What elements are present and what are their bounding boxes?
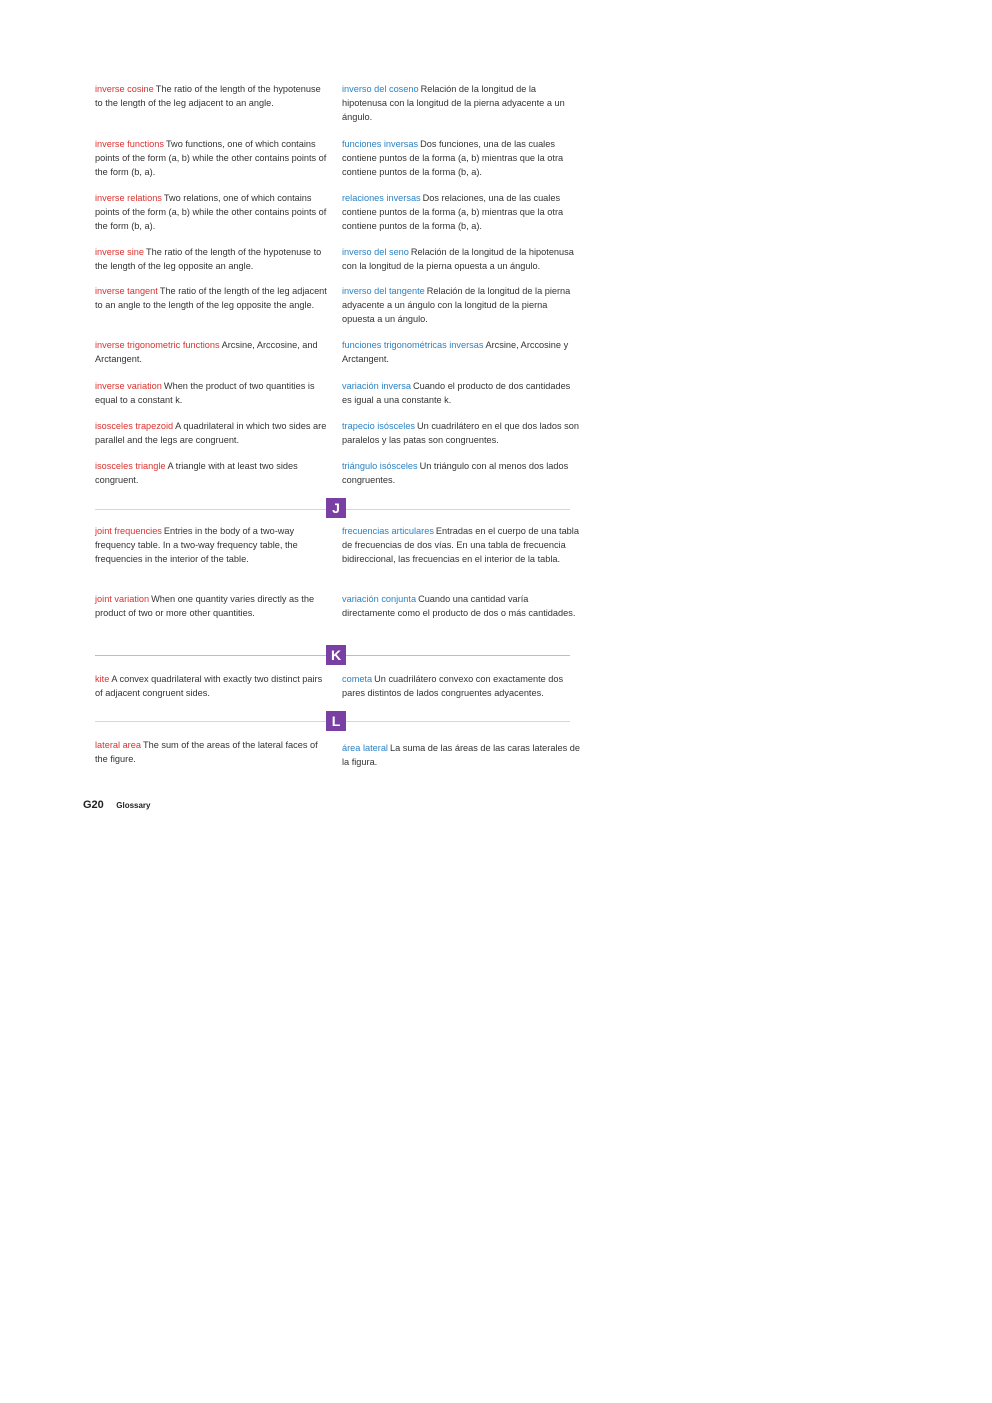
definition-spanish: Relación de la longitud de la hipotenusa con la longitud de la pierna opuesta a un ángulo. [342, 247, 574, 271]
glossary-entry [95, 284, 330, 312]
glossary-entry-spanish [342, 741, 580, 769]
term-english: joint frequencies [95, 526, 162, 536]
glossary-entry-spanish [342, 672, 580, 700]
definition-spanish: Cuando el producto de dos cantidades es igual a una constante k. [342, 381, 571, 405]
definition-english: A convex quadrilateral with exactly two distinct pairs of adjacent congruent sides. [95, 674, 323, 698]
definition-spanish: Cuando una cantidad varía directamente como el producto de dos o más cantidades. [342, 594, 576, 618]
glossary-entry [95, 379, 330, 407]
glossary-entry-spanish [342, 338, 580, 366]
section-letter-k: K [326, 645, 346, 665]
page-number: G20 [83, 799, 104, 811]
term-spanish: inverso del coseno [342, 84, 419, 94]
definition-english: When the product of two quantities is equal to a constant k. [95, 381, 315, 405]
term-english: inverse cosine [95, 84, 154, 94]
term-english: kite [95, 674, 110, 684]
glossary-entry-spanish [342, 419, 580, 447]
glossary-entry-spanish [342, 137, 580, 179]
definition-spanish: Un cuadrilátero en el que dos lados son paralelos y las patas son congruentes. [342, 421, 579, 445]
glossary-entry [95, 137, 330, 179]
glossary-entry-spanish [342, 245, 580, 273]
glossary-entry [95, 592, 330, 620]
definition-english: A quadrilateral in which two sides are parallel and the legs are congruent. [95, 421, 327, 445]
term-spanish: frecuencias articulares [342, 526, 434, 536]
definition-english: Two functions, one of which contains points of the form (a, b) while the other contains points of the form (b, a). [95, 139, 327, 177]
definition-spanish: Relación de la longitud de la pierna adyacente a un ángulo con la longitud de la pierna opuesta a un ángulo. [342, 286, 571, 324]
glossary-entry [95, 338, 330, 366]
glossary-entry-spanish [342, 524, 580, 566]
term-english: inverse sine [95, 247, 145, 257]
definition-spanish: Arcsine, Arccosine y Arctangent. [342, 340, 569, 364]
term-spanish: inverso del seno [342, 247, 409, 257]
term-english: isosceles trapezoid [95, 421, 174, 431]
term-spanish: relaciones inversas [342, 193, 421, 203]
glossary-entry [95, 738, 330, 766]
glossary-entry-spanish [342, 459, 580, 487]
glossary-entry-spanish [342, 191, 580, 233]
definition-english: A triangle with at least two sides congruent. [95, 461, 298, 485]
definition-spanish: Un cuadrilátero convexo con exactamente dos pares distintos de lados congruentes adyacentes. [342, 674, 564, 698]
term-english: inverse trigonometric functions [95, 340, 220, 350]
section-letter-j: J [326, 498, 346, 518]
glossary-english-column [95, 0, 330, 1403]
glossary-entry-spanish [342, 592, 580, 620]
glossary-entry [95, 245, 330, 273]
glossary-entry-spanish [342, 82, 580, 124]
term-spanish: variación conjunta [342, 594, 417, 604]
glossary-entry-spanish [342, 379, 580, 407]
definition-english: The ratio of the length of the hypotenuse to the length of the leg adjacent to an angle. [95, 84, 321, 108]
definition-spanish: Un triángulo con al menos dos lados congruentes. [342, 461, 569, 485]
footer-label: Glossary [116, 801, 151, 810]
glossary-entry [95, 82, 330, 110]
definition-spanish: Relación de la longitud de la hipotenusa con la longitud de la pierna adyacente a un ángulo. [342, 84, 565, 122]
glossary-entry [95, 459, 330, 487]
definition-english: Two relations, one of which contains points of the form (a, b) while the other contains points of the form (b, a). [95, 193, 327, 231]
glossary-entry-spanish [342, 284, 580, 326]
term-english: inverse variation [95, 381, 162, 391]
definition-english: Arcsine, Arccosine, and Arctangent. [95, 340, 318, 364]
glossary-entry [95, 524, 330, 566]
definition-english: When one quantity varies directly as the product of two or more other quantities. [95, 594, 315, 618]
term-spanish: trapecio isósceles [342, 421, 416, 431]
definition-spanish: Entradas en el cuerpo de una tabla de frecuencias de dos vías. En una tabla de frecuencia bidireccional, las frecuencias en el interior de la tabla. [342, 526, 579, 564]
term-spanish: funciones inversas [342, 139, 419, 149]
glossary-entry [95, 191, 330, 233]
definition-spanish: Dos funciones, una de las cuales contiene puntos de la forma (a, b) mientras que la otra contiene puntos de la forma (b, a). [342, 139, 564, 177]
definition-english: The ratio of the length of the hypotenuse to the length of the leg opposite an angle. [95, 247, 322, 271]
term-english: inverse functions [95, 139, 164, 149]
definition-english: The ratio of the length of the leg adjacent to an angle to the length of the leg opposite the angle. [95, 286, 327, 310]
term-english: inverse relations [95, 193, 162, 203]
term-english: inverse tangent [95, 286, 158, 296]
glossary-spanish-column [342, 0, 580, 1403]
definition-spanish: Dos relaciones, una de las cuales contiene puntos de la forma (a, b) mientras que la otra contiene puntos de la forma (b, a). [342, 193, 564, 231]
definition-spanish: La suma de las áreas de las caras laterales de la figura. [342, 743, 580, 767]
definition-english: The sum of the areas of the lateral faces of the figure. [95, 740, 318, 764]
glossary-entry [95, 672, 330, 700]
definition-english: Entries in the body of a two-way frequency table. In a two-way frequency table, the frequencies in the interior of the table. [95, 526, 298, 564]
term-spanish: inverso del tangente [342, 286, 425, 296]
term-english: isosceles triangle [95, 461, 166, 471]
term-spanish: triángulo isósceles [342, 461, 418, 471]
page-footer [83, 795, 151, 813]
term-english: lateral area [95, 740, 141, 750]
term-spanish: variación inversa [342, 381, 411, 391]
term-english: joint variation [95, 594, 150, 604]
term-spanish: cometa [342, 674, 373, 684]
term-spanish: área lateral [342, 743, 388, 753]
term-spanish: funciones trigonométricas inversas [342, 340, 484, 350]
glossary-entry [95, 419, 330, 447]
section-letter-l: L [326, 711, 346, 731]
